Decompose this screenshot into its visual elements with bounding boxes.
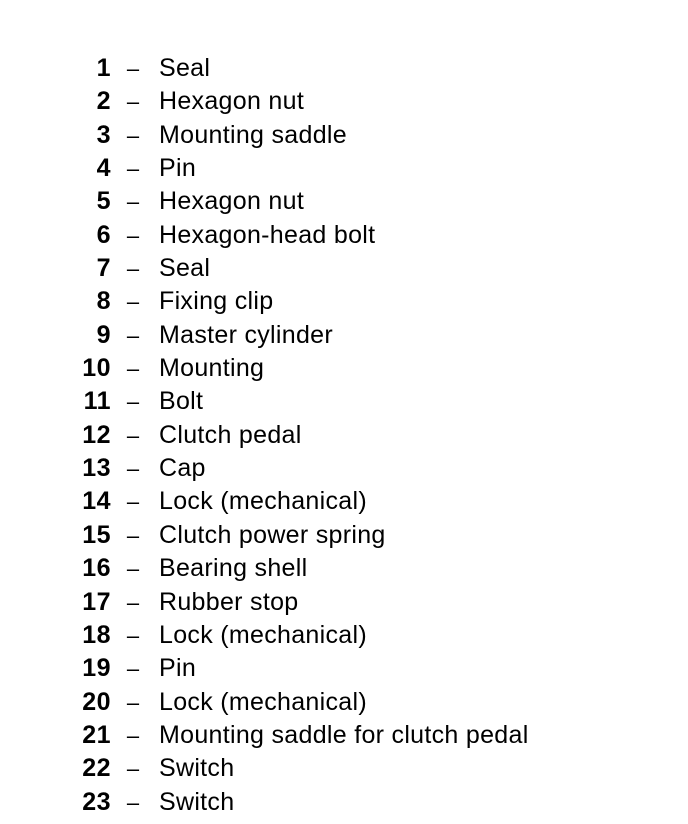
part-number: 17	[82, 587, 111, 616]
part-name: Cap	[159, 454, 206, 483]
part-number: 1	[96, 54, 111, 82]
part-number: 16	[82, 554, 111, 583]
part-name: Lock (mechanical)	[159, 620, 367, 649]
dash-separator: –	[126, 356, 140, 382]
part-number: 5	[96, 187, 111, 216]
dash-separator: –	[126, 289, 140, 315]
list-item	[0, 319, 688, 352]
part-number: 11	[83, 387, 111, 416]
part-number: 12	[82, 420, 111, 449]
part-number: 13	[82, 454, 111, 483]
part-name: Bolt	[159, 387, 204, 416]
part-name: Switch	[159, 787, 235, 816]
part-number: 20	[82, 687, 111, 716]
part-number: 3	[96, 120, 111, 149]
part-number: 14	[82, 487, 111, 516]
part-number: 8	[96, 287, 111, 316]
part-name: Fixing clip	[159, 287, 274, 316]
dash-separator: –	[126, 56, 140, 81]
part-number: 15	[82, 520, 111, 549]
list-item	[0, 119, 688, 152]
part-number: 19	[82, 654, 111, 683]
dash-separator: –	[126, 189, 140, 215]
part-number: 18	[82, 620, 111, 649]
part-name: Mounting saddle for clutch pedal	[159, 720, 529, 749]
part-name: Hexagon nut	[159, 187, 305, 216]
list-item	[0, 519, 688, 552]
list-item	[0, 786, 688, 819]
list-item	[0, 619, 688, 652]
part-number: 22	[82, 754, 111, 783]
dash-separator: –	[126, 156, 140, 182]
dash-separator: –	[126, 489, 140, 515]
part-number: 7	[96, 254, 111, 283]
list-item	[0, 419, 688, 452]
part-number: 4	[96, 154, 111, 183]
dash-separator: –	[126, 556, 140, 582]
part-name: Master cylinder	[159, 320, 333, 349]
dash-separator: –	[126, 622, 140, 648]
part-name: Pin	[159, 154, 197, 183]
list-item	[0, 219, 688, 252]
part-number: 2	[96, 87, 111, 116]
dash-separator: –	[126, 89, 140, 115]
list-item	[0, 52, 688, 85]
part-name: Clutch power spring	[159, 520, 386, 549]
part-name: Lock (mechanical)	[159, 687, 367, 716]
part-name: Mounting	[159, 354, 265, 383]
list-item	[0, 652, 688, 685]
part-name: Hexagon nut	[159, 87, 305, 116]
list-item	[0, 152, 688, 185]
dash-separator: –	[126, 522, 140, 548]
part-number: 21	[82, 720, 111, 749]
list-item	[0, 586, 688, 619]
part-number: 10	[82, 354, 111, 383]
dash-separator: –	[126, 256, 140, 282]
list-item	[0, 252, 688, 285]
part-name: Rubber stop	[159, 587, 299, 616]
dash-separator: –	[126, 656, 140, 682]
parts-legend-list	[0, 52, 688, 819]
list-item	[0, 85, 688, 118]
list-item	[0, 752, 688, 785]
part-name: Switch	[159, 754, 235, 783]
part-name: Seal	[159, 254, 211, 283]
dash-separator: –	[126, 756, 140, 782]
part-name: Mounting saddle	[159, 120, 347, 149]
dash-separator: –	[126, 322, 140, 348]
part-name: Lock (mechanical)	[159, 487, 367, 516]
list-item	[0, 552, 688, 585]
part-name: Pin	[159, 654, 197, 683]
part-name: Hexagon-head bolt	[159, 220, 376, 249]
part-number: 23	[82, 787, 111, 816]
part-number: 6	[96, 220, 111, 249]
part-name: Seal	[159, 54, 211, 82]
list-item	[0, 485, 688, 518]
dash-separator: –	[126, 389, 140, 415]
dash-separator: –	[126, 589, 140, 615]
part-name: Clutch pedal	[159, 420, 302, 449]
list-item	[0, 686, 688, 719]
dash-separator: –	[126, 456, 140, 482]
dash-separator: –	[126, 122, 140, 148]
list-item	[0, 352, 688, 385]
list-item	[0, 285, 688, 318]
dash-separator: –	[126, 689, 140, 715]
list-item	[0, 719, 688, 752]
dash-separator: –	[126, 422, 140, 448]
dash-separator: –	[126, 789, 140, 815]
part-name: Bearing shell	[159, 554, 308, 583]
dash-separator: –	[126, 722, 140, 748]
list-item	[0, 185, 688, 218]
list-item	[0, 452, 688, 485]
part-number: 9	[96, 320, 111, 349]
dash-separator: –	[126, 222, 140, 248]
list-item	[0, 385, 688, 418]
